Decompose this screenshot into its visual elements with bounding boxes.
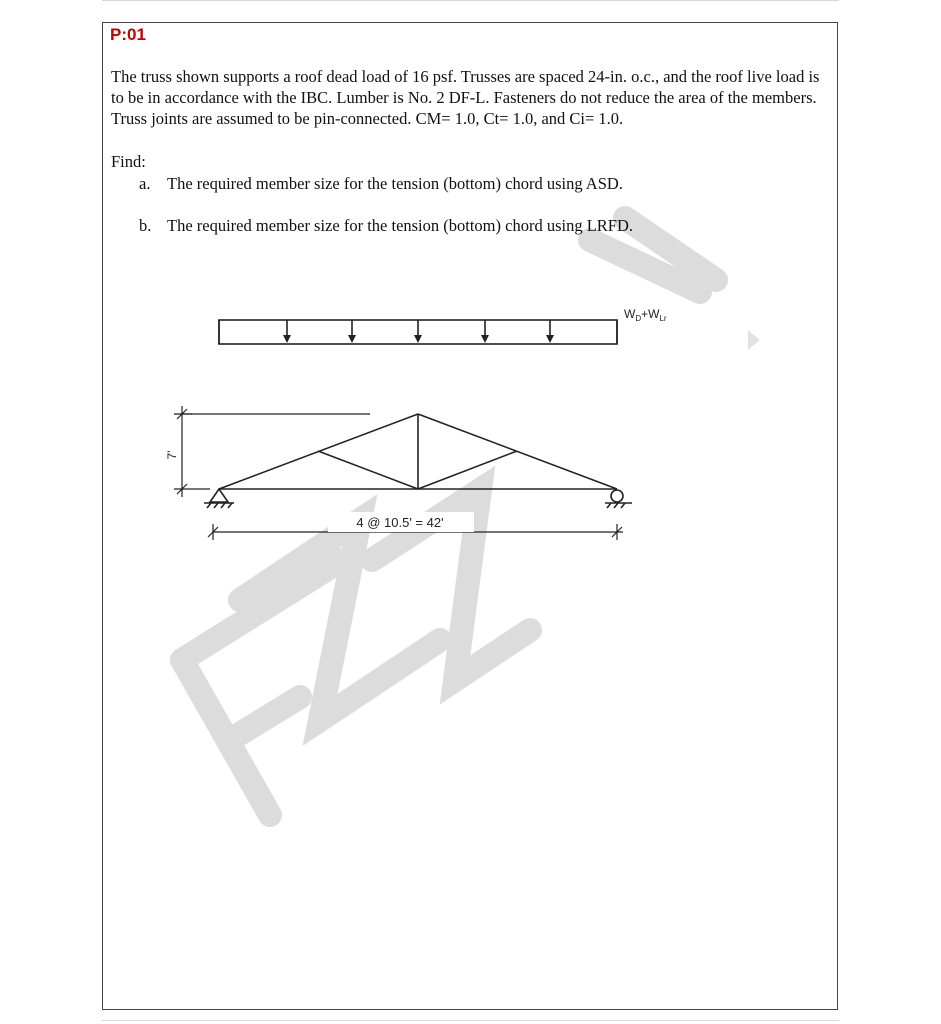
web-right	[418, 451, 517, 489]
item-text: The required member size for the tension (bottom) chord using LRFD.	[167, 216, 634, 235]
find-label: Find:	[111, 152, 146, 171]
load-label: $W_D+W_{Lr}$	[624, 307, 667, 323]
problem-statement: The truss shown supports a roof dead load of 16 psf. Trusses are spaced 24-in. o.c., and the roof live load is to be in accordance with the IBC. Lumber is No. 2 DF-L. Fasteners do not reduce the area of the members. Truss joints are assumed to be pin-connected. CM= 1.0, Ct= 1.0, and Ci= 1.0.	[111, 67, 820, 128]
span-label: 4 @ 10.5' = 42'	[356, 515, 444, 530]
problem-id: P:01	[110, 25, 146, 44]
truss-members	[180, 414, 617, 489]
item-marker: b.	[139, 216, 152, 235]
height-label: 7'	[165, 450, 179, 460]
height-dimension	[174, 406, 210, 497]
pin-support	[204, 489, 234, 508]
item-marker: a.	[139, 174, 151, 193]
item-text: The required member size for the tension (bottom) chord using ASD.	[167, 174, 623, 193]
roller-support	[605, 490, 632, 508]
bottom-divider	[102, 1020, 839, 1021]
web-left	[318, 451, 418, 489]
